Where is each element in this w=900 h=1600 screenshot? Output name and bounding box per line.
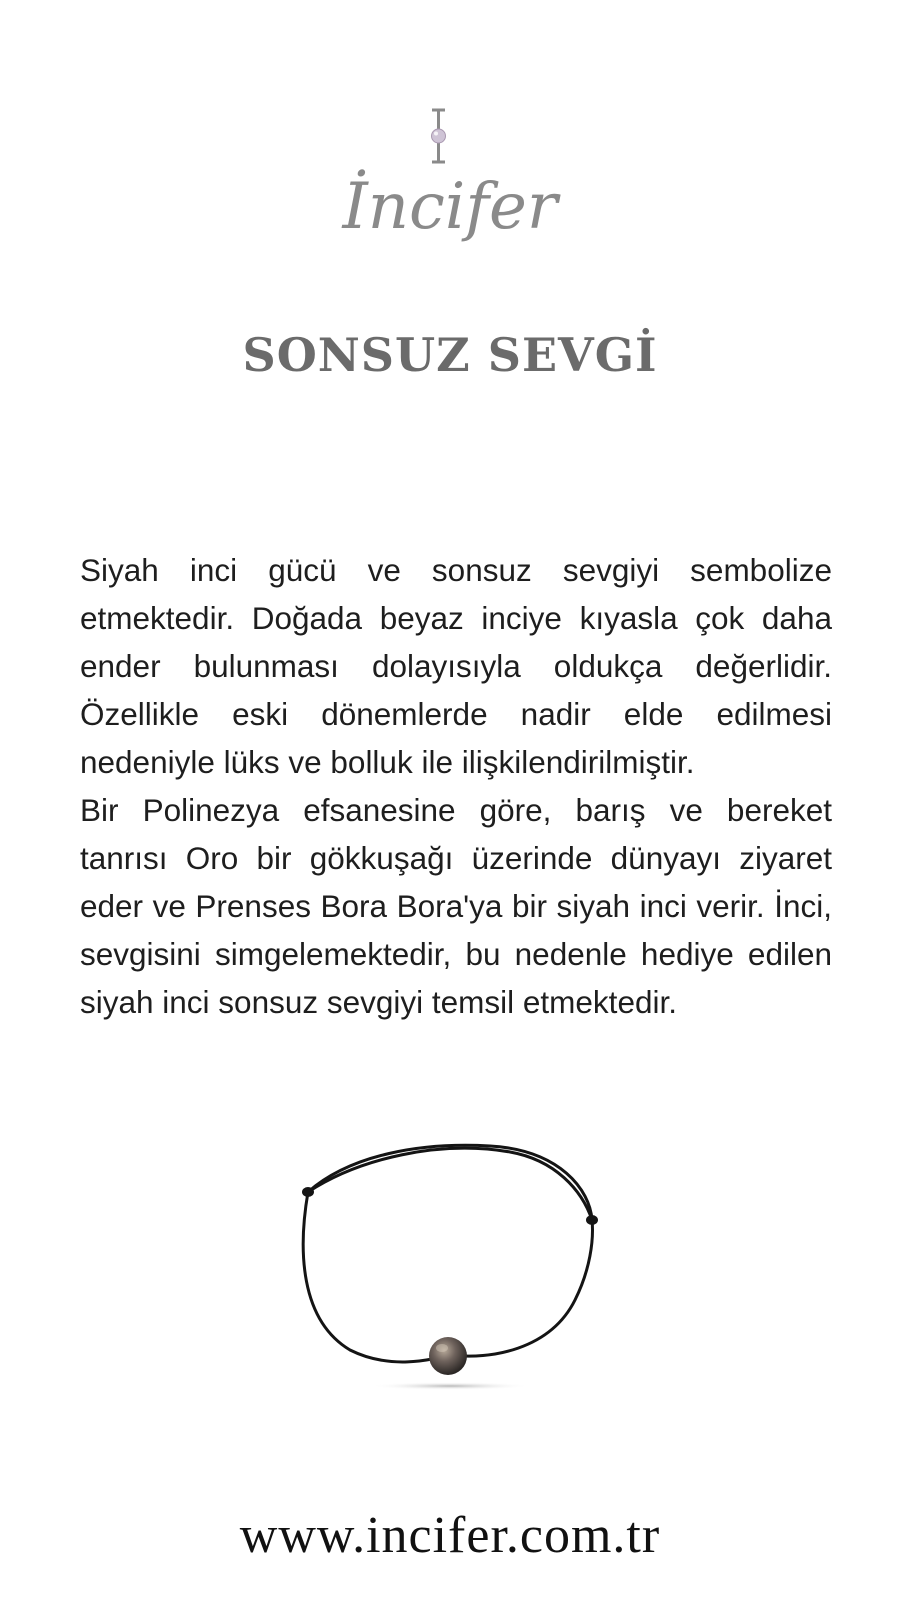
logo-wordmark: İncifer: [342, 170, 558, 244]
page-title: SONSUZ SEVGİ: [242, 328, 658, 382]
brand-logo: [330, 100, 570, 280]
knot-right: [586, 1215, 598, 1225]
description-paragraph-2: Bir Polinezya efsanesine göre, barış ve bereket tanrısı Oro bir gökkuşağı üzerinde dünyayı ziyaret eder ve Prenses Bora Bora'ya bir siyah inci verir. İnci, sevgisini simgelemektedir, bu nedenle hediye edilen siyah inci sonsuz sevgiyi temsil etmektedir.: [80, 792, 832, 1020]
website-url: www.incifer.com.tr: [239, 1507, 661, 1564]
knot-left: [302, 1187, 314, 1197]
cord: [303, 1145, 592, 1362]
bracelet-image: [290, 1130, 620, 1430]
description: [80, 546, 832, 1026]
cord-strand: [308, 1148, 592, 1220]
black-pearl: [429, 1337, 467, 1375]
pearl-icon: [432, 110, 446, 162]
shadow: [370, 1382, 530, 1390]
description-paragraph-1: Siyah inci gücü ve sonsuz sevgiyi sembolize etmektedir. Doğada beyaz inciye kıyasla çok daha ender bulunması dolayısıyla oldukça değerlidir. Özellikle eski dönemlerde nadir elde edilmesi nedeniyle lüks ve bolluk ile ilişkilendirilmiştir.: [80, 552, 832, 780]
